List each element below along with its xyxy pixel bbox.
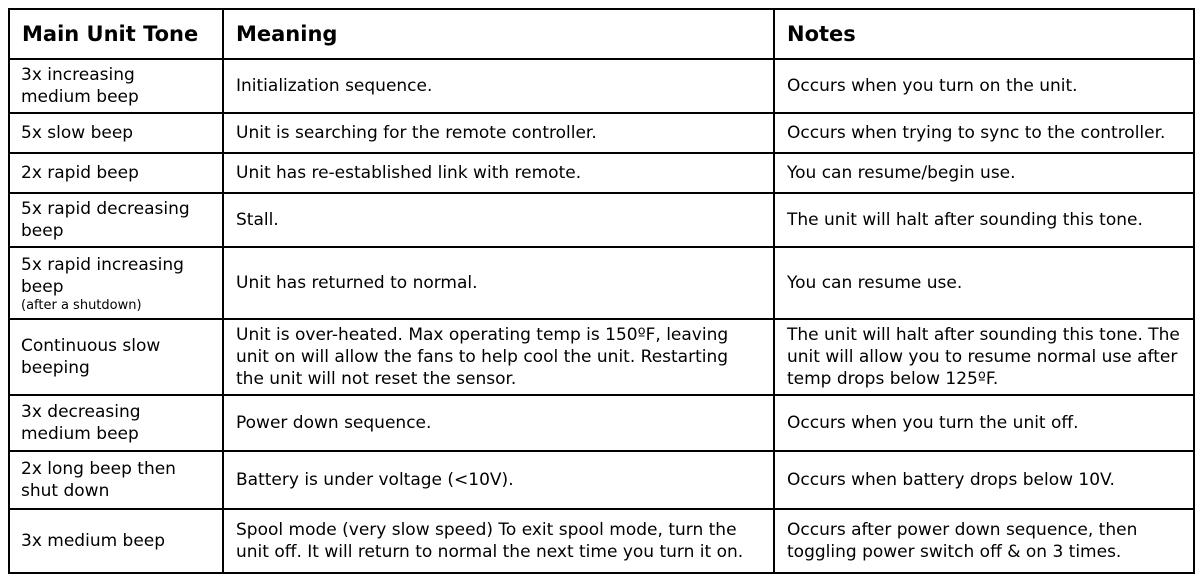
meaning-cell: Stall. <box>223 193 774 247</box>
notes-cell: Occurs after power down sequence, then toggling power switch off & on 3 times. <box>774 509 1194 573</box>
table-row <box>9 395 1194 451</box>
notes-cell: Occurs when battery drops below 10V. <box>774 451 1194 509</box>
tone-cell: 2x long beep then shut down <box>9 451 223 509</box>
table-row <box>9 193 1194 247</box>
notes-cell: Occurs when you turn on the unit. <box>774 59 1194 113</box>
meaning-cell: Unit is over-heated. Max operating temp is 150ºF, leaving unit on will allow the fans to help cool the unit. Restarting the unit will not reset the sensor. <box>223 319 774 395</box>
meaning-cell: Battery is under voltage (<10V). <box>223 451 774 509</box>
tone-cell: 3x increasing medium beep <box>9 59 223 113</box>
meaning-cell: Unit has returned to normal. <box>223 247 774 319</box>
table-row <box>9 113 1194 153</box>
tone-cell: Continuous slow beeping <box>9 319 223 395</box>
table-row <box>9 319 1194 395</box>
notes-cell: Occurs when you turn the unit off. <box>774 395 1194 451</box>
table-row <box>9 59 1194 113</box>
tone-cell: 5x slow beep <box>9 113 223 153</box>
table-row <box>9 153 1194 193</box>
notes-cell: The unit will halt after sounding this tone. The unit will allow you to resume normal use after temp drops below 125ºF. <box>774 319 1194 395</box>
table-header-row <box>9 9 1194 59</box>
meaning-cell: Unit has re-established link with remote. <box>223 153 774 193</box>
tone-cell: 5x rapid decreasing beep <box>9 193 223 247</box>
notes-cell: You can resume use. <box>774 247 1194 319</box>
tone-subnote: (after a shutdown) <box>21 297 142 313</box>
tone-cell <box>9 247 223 319</box>
table-row <box>9 451 1194 509</box>
header-notes: Notes <box>774 9 1194 59</box>
table-row <box>9 247 1194 319</box>
meaning-cell: Power down sequence. <box>223 395 774 451</box>
notes-cell: You can resume/begin use. <box>774 153 1194 193</box>
tone-cell: 2x rapid beep <box>9 153 223 193</box>
header-meaning: Meaning <box>223 9 774 59</box>
notes-cell: The unit will halt after sounding this tone. <box>774 193 1194 247</box>
table-row <box>9 509 1194 573</box>
header-tone: Main Unit Tone <box>9 9 223 59</box>
meaning-cell: Unit is searching for the remote controller. <box>223 113 774 153</box>
tone-cell: 3x decreasing medium beep <box>9 395 223 451</box>
beep-code-table <box>8 8 1195 574</box>
notes-cell: Occurs when trying to sync to the controller. <box>774 113 1194 153</box>
tone-text: 5x rapid increasing beep <box>21 254 184 297</box>
tone-cell: 3x medium beep <box>9 509 223 573</box>
meaning-cell: Initialization sequence. <box>223 59 774 113</box>
meaning-cell: Spool mode (very slow speed) To exit spool mode, turn the unit off. It will return to normal the next time you turn it on. <box>223 509 774 573</box>
